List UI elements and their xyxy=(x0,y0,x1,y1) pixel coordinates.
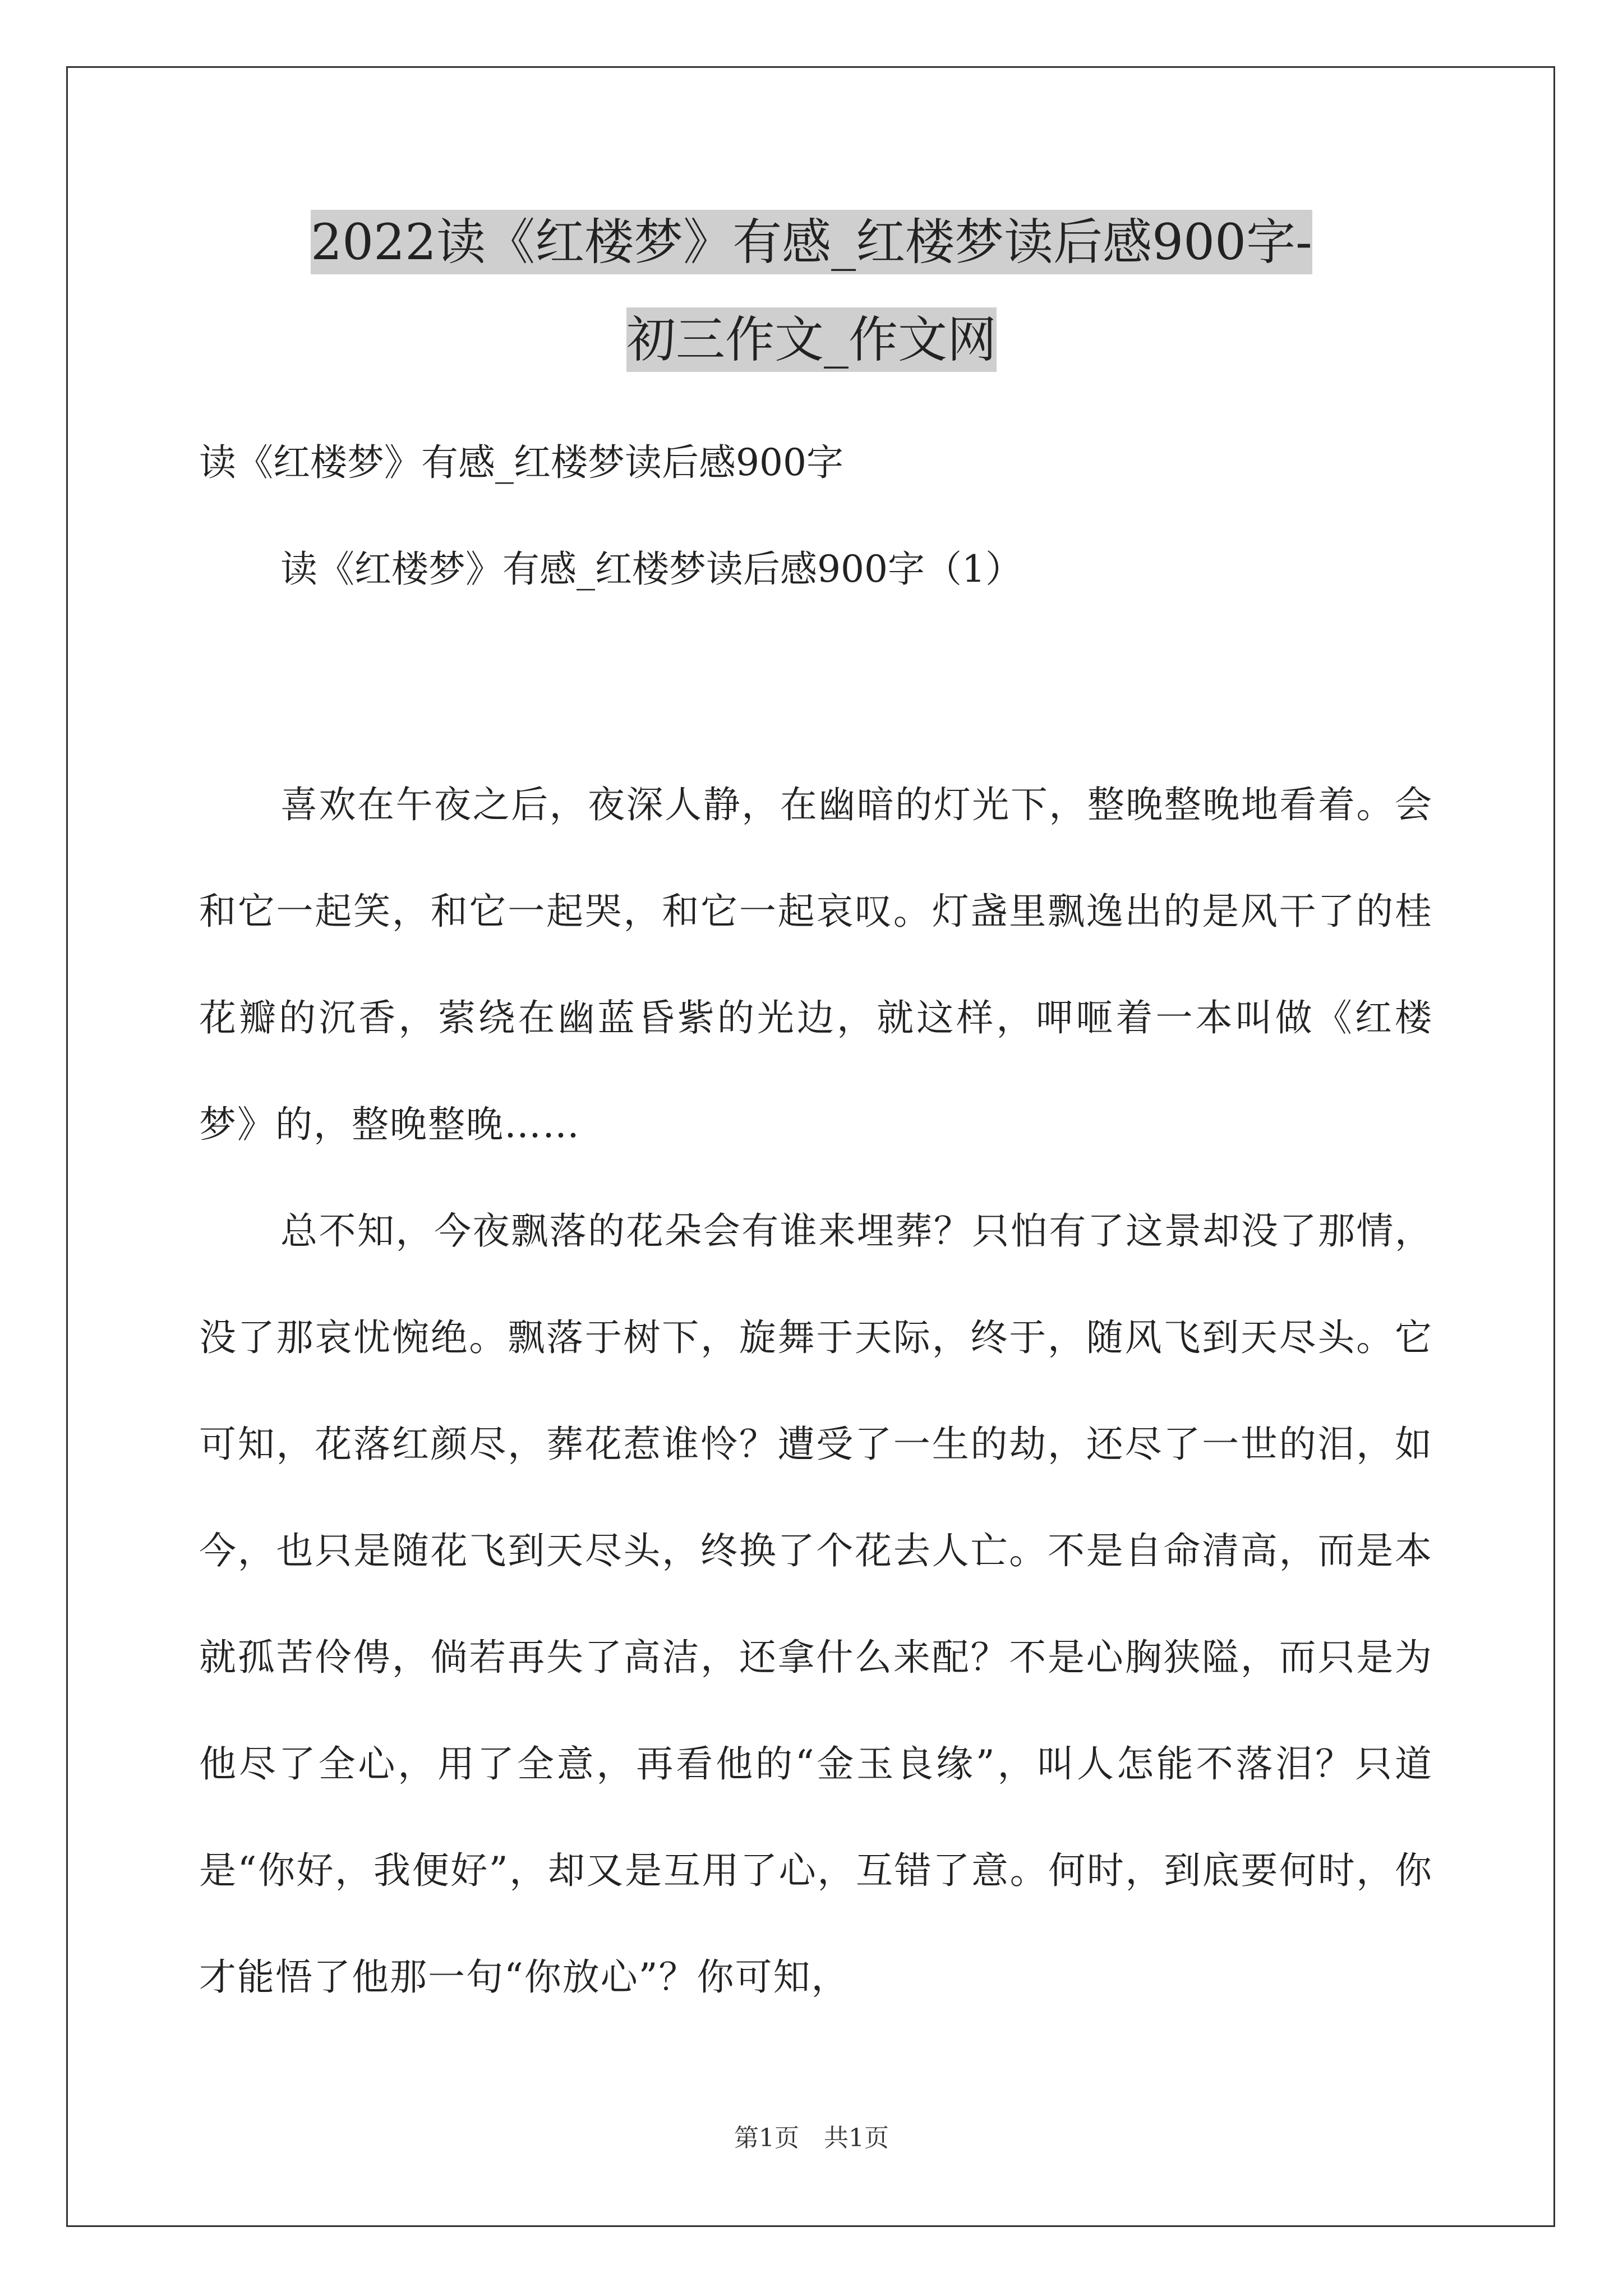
document-title xyxy=(168,194,1455,389)
title-line-2: 初三作文_作文网 xyxy=(626,307,997,372)
subtitle: 读《红楼梦》有感_红楼梦读后感900字 xyxy=(199,441,843,484)
title-line-1: 2022读《红楼梦》有感_红楼梦读后感900字- xyxy=(311,210,1312,274)
page-footer: 第1页 共1页 xyxy=(734,2124,889,2152)
paragraph-1: 喜欢在午夜之后，夜深人静，在幽暗的灯光下，整晚整晚地看着。会和它一起笑，和它一起哭，和它一起哀叹。灯盏里飘逸出的是风干了的桂花瓣的沉香，萦绕在幽蓝昏紫的光边，就这样，呷咂着一本叫做《红楼梦》的，整晚整晚…… xyxy=(199,783,1433,1146)
paragraph-2: 总不知，今夜飘落的花朵会有谁来埋葬？只怕有了这景却没了那情，没了那哀忧惋绝。飘落于树下，旋舞于天际，终于，随风飞到天尽头。它可知，花落红颜尽，葬花惹谁怜？遭受了一生的劫，还尽了一世的泪，如今，也只是随花飞到天尽头，终换了个花去人亡。不是自命清高，而是本就孤苦伶俜，倘若再失了高洁，还拿什么来配？不是心胸狭隘，而只是为他尽了全心，用了全意，再看他的“金玉良缘”，叫人怎能不落泪？只道是“你好，我便好”，却又是互用了心，互错了意。何时，到底要何时，你才能悟了他那一句“你放心”？你可知， xyxy=(199,1209,1433,1999)
section-heading: 读《红楼梦》有感_红楼梦读后感900字（1） xyxy=(280,547,1022,591)
body-text xyxy=(199,752,1433,2031)
